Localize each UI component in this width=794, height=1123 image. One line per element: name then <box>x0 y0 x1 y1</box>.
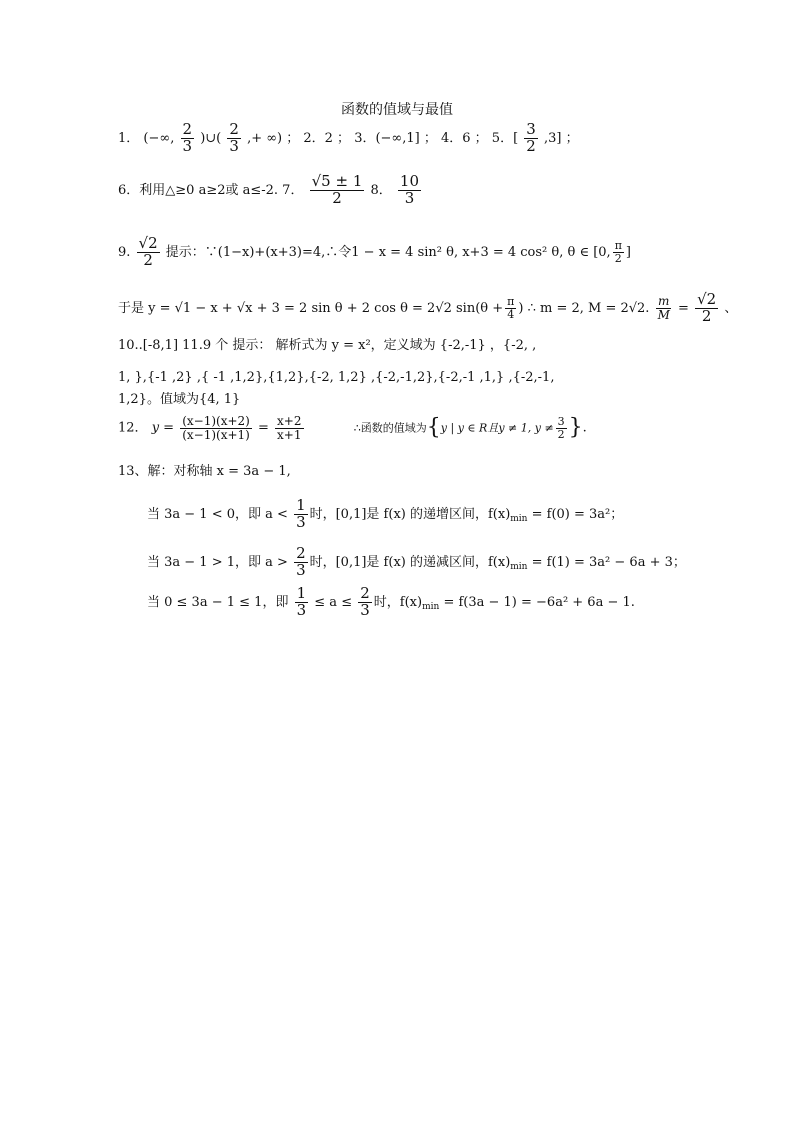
fraction: $\frac{2}{3}$ <box>229 120 239 155</box>
answer-line-13: 13、解：对称轴 x = 3a − 1, <box>118 464 291 479</box>
q9b-text2: ) ∴ m = 2, M = 2√2. <box>518 300 650 316</box>
fraction: $\frac{2}{3}$ <box>182 120 193 155</box>
fraction: $\frac{√2}{2}$ <box>138 234 158 269</box>
answer-line-6 <box>118 174 423 207</box>
case-1-result: = f(0) = 3a²； <box>531 506 624 522</box>
page-title: 函数的值域与最值 <box>341 102 453 118</box>
answer-line-9 <box>118 236 631 269</box>
case-2 <box>147 546 686 579</box>
fraction: $\frac{x+2}{x+1}$ <box>277 414 302 442</box>
q9b-eq: = <box>678 300 689 316</box>
q9-hint: 提示：∵(1−x)+(x+3)=4,∴令1 − x = 4 sin² θ, x+3 = 4 cos² θ, θ ∈ [0, <box>165 244 611 260</box>
q12-set: y | y ∈ R且y ≠ 1, y ≠ <box>440 421 554 435</box>
q9b-end: 、 <box>724 300 738 316</box>
case-3-result: = f(3a − 1) = −6a² + 6a − 1. <box>443 594 635 610</box>
q1-number: 1． <box>118 130 140 146</box>
case-3 <box>147 586 635 619</box>
case-2-result: = f(1) = 3a² − 6a + 3； <box>531 554 686 570</box>
q8-label: 8． <box>370 182 392 198</box>
fraction: $\frac{\pi}{4}$ <box>507 295 515 321</box>
fraction: $\frac{2}{3}$ <box>296 544 306 579</box>
subscript-min: min <box>510 561 528 572</box>
case-1-text: 时，[0,1]是 f(x) 的递增区间，f(x) <box>309 506 511 522</box>
case-2-text: 时，[0,1]是 f(x) 的递减区间，f(x) <box>309 554 511 570</box>
fraction: $\frac{(x-1)(x+2)}{(x-1)(x+1)}$ <box>182 414 250 442</box>
fraction: $\frac{√2}{2}$ <box>697 290 717 325</box>
q9-number: 9. <box>118 244 131 260</box>
q9b-text: 于是 y = √1 − x + √x + 3 = 2 sin θ + 2 cos θ = 2√2 sin(θ + <box>118 300 504 316</box>
answer-line-12: 12． y = $\frac{(x-1)(x+2)}{(x-1)(x+1)}$ = $\frac{x+2}{x+1}$ ∴函数的值域为{y | y ∈ R且y ≠ 1, y ≠ $\frac{3}{2}$ }. <box>118 414 587 442</box>
subscript-min: min <box>422 601 440 612</box>
fraction: $\frac{1}{3}$ <box>296 496 306 531</box>
answer-line-10c: 1,2}。值域为{4, 1} <box>118 392 241 407</box>
fraction: $\frac{1}{3}$ <box>296 584 307 619</box>
q1-part2: )∪( <box>200 130 222 146</box>
case-1 <box>147 498 623 531</box>
fraction: $\frac{\pi}{2}$ <box>614 239 622 265</box>
q9-bracket: ] <box>625 244 631 260</box>
q12-y: y = <box>151 420 175 436</box>
case-3-middle: ≤ a ≤ <box>314 594 353 610</box>
q12-range-label: ∴函数的值域为 <box>353 421 427 435</box>
answer-line-1 <box>118 122 579 155</box>
q12-eq: = <box>257 420 269 436</box>
case-1-cond: 当 3a − 1 < 0，即 a < <box>147 506 288 522</box>
answer-line-10: 10..[-8,1] 11.9 个 提示： 解析式为 y = x²，定义域为 {-2,-1} ，{-2, , <box>118 338 537 353</box>
q12-number: 12． <box>118 420 148 436</box>
q6-text: 6．利用△≥0 a≥2或 a≤-2. 7． <box>118 182 304 198</box>
subscript-min: min <box>510 513 528 524</box>
q1-part1: (−∞, <box>143 130 175 146</box>
fraction: $\frac{√5 \pm 1}{2}$ <box>311 172 363 207</box>
fraction: $\frac{m}{M}$ <box>657 294 670 322</box>
case-3-text: 时，f(x) <box>373 594 423 610</box>
fraction: $\frac{2}{3}$ <box>360 584 370 619</box>
fraction: $\frac{10}{3}$ <box>399 172 420 207</box>
case-3-cond: 当 0 ≤ 3a − 1 ≤ 1，即 <box>147 594 289 610</box>
q1-part3: ,+ ∞) ； 2．2 ； 3．(−∞,1] ； 4．6 ； 5．[ <box>247 130 519 146</box>
answer-line-10b: 1, },{-1 ,2} ,{ -1 ,1,2},{1,2},{-2, 1,2} ,{-2,-1,2},{-2,-1 ,1,} ,{-2,-1, <box>118 370 555 385</box>
fraction: $\frac{3}{2}$ <box>526 120 536 155</box>
case-2-cond: 当 3a − 1 > 1，即 a > <box>147 554 288 570</box>
answer-line-9b <box>118 292 737 325</box>
fraction: $\frac{3}{2}$ <box>557 415 565 441</box>
q1-part4: ,3] ； <box>543 130 579 146</box>
